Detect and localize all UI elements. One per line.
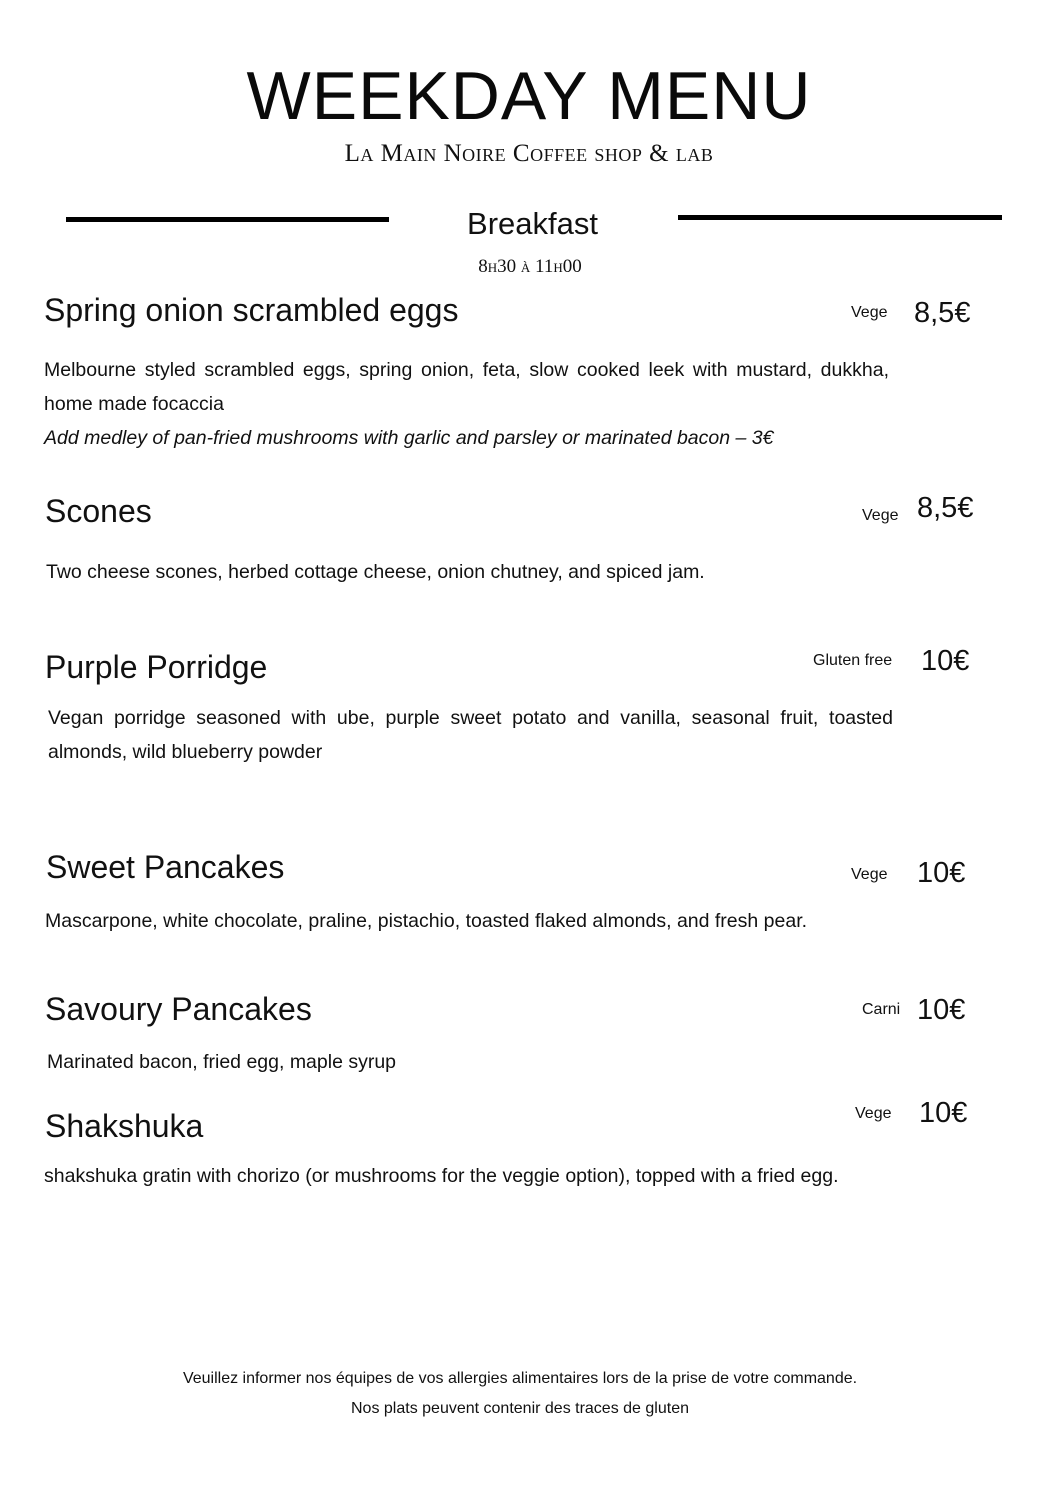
item-price: 8,5€ [914,297,971,329]
item-price: 10€ [917,994,966,1026]
item-price: 8,5€ [917,492,974,524]
item-tag: Vege [855,1105,892,1122]
item-tag: Vege [862,507,899,524]
item-name: Sweet Pancakes [46,849,285,885]
item-price: 10€ [917,857,966,889]
item-addon: Add medley of pan-fried mushrooms with garlic and parsley or marinated bacon – 3€ [44,427,774,449]
item-price: 10€ [919,1097,968,1129]
item-name: Savoury Pancakes [45,991,312,1027]
section-title: Breakfast [467,206,598,241]
item-name: Spring onion scrambled eggs [44,292,459,328]
item-description: Vegan porridge seasoned with ube, purple sweet potato and vanilla, seasonal fruit, toasted almonds, wild blueberry powder [48,707,893,763]
item-tag: Gluten free [813,652,893,669]
allergy-notice [150,1364,890,1424]
item-description [44,353,889,455]
item-name: Shakshuka [45,1108,204,1144]
section-hours: 8h30 à 11h00 [478,256,582,277]
item-description-text: Melbourne styled scrambled eggs, spring onion, feta, slow cooked leek with mustard, dukkha, home made focaccia [44,359,889,415]
item-description: Mascarpone, white chocolate, praline, pistachio, toasted flaked almonds, and fresh pear. [45,910,808,932]
menu-subtitle: La Main Noire Coffee shop & lab [344,140,714,167]
item-price: 10€ [921,645,970,677]
item-description: Two cheese scones, herbed cottage cheese, onion chutney, and spiced jam. [46,561,705,583]
menu-title: WEEKDAY MENU [246,58,812,134]
item-name: Scones [45,493,152,529]
item-description: shakshuka gratin with chorizo (or mushrooms for the veggie option), topped with a fried egg. [44,1165,839,1187]
item-name: Purple Porridge [45,649,268,685]
item-tag: Carni [862,1001,901,1018]
gluten-notice-line: Nos plats peuvent contenir des traces de gluten [351,1400,689,1417]
allergy-notice-line: Veuillez informer nos équipes de vos allergies alimentaires lors de la prise de votre commande. [182,1370,858,1387]
item-tag: Vege [851,304,888,321]
item-tag: Vege [851,866,888,883]
item-description: Marinated bacon, fried egg, maple syrup [47,1051,397,1073]
